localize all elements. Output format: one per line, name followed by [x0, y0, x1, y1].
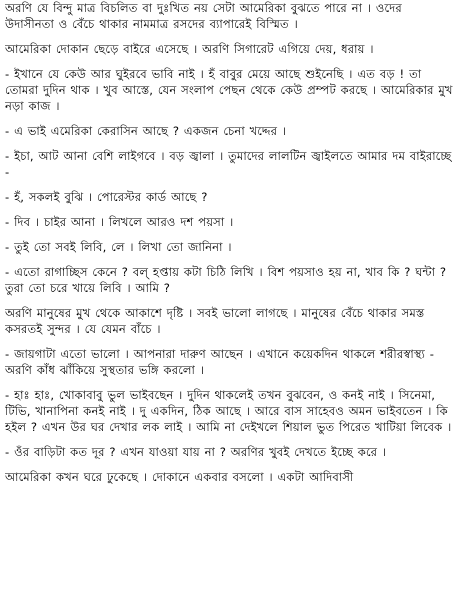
paragraph: - দিব । চাইর আনা । লিখলে আরও দশ পয়সা । [5, 215, 234, 229]
paragraph: আমেরিকা দোকান ছেড়ে বাইরে এসেছে । অরণি সিগারেট এগিয়ে দেয়, ধরায় । [5, 42, 374, 56]
document-page [5, 0, 453, 612]
paragraph: - তুই তো সবই লিবি, লে । লিখা তো জানিনা । [5, 240, 232, 254]
paragraph: অরণি মানুষের মুখ থেকে আকাশে দৃষ্টি । সবই ভালো লাগছে । মানুষের বেঁচে থাকার সমস্ত কসরতই সুন্দর । যে যেমন বাঁচে । [5, 306, 425, 336]
paragraph: - হঁ, সকলই বুঝি । পোরেস্টর কার্ড আছে ? [5, 190, 208, 204]
paragraph: - ইখানে যে কেউ আর ঘুইরবে ভাবি নাই । হঁ বাবুর মেয়ে আছে শুইনেছি । এত বড় ! তা তোমরা দুদিন থাক । খুব আস্তে, যেন সংলাপ পেছন থেকে কেউ প্রম্পট করছে । আমেরিকার মুখ নড়া কাজ । [5, 67, 453, 113]
paragraph: - এতো রাগাচ্ছিস কেনে ? বল্‌ হপ্তায় কটা চিঠি লিখি । বিশ পয়সাও হয় না, খাব কি ? ঘন্টা ? তুরা তো চরে খায়ে লিবি । আমি ? [5, 265, 447, 295]
paragraph: - জায়গাটা এতো ভালো । আপনারা দারুণ আছেন । এখানে কয়েকদিন থাকলে শরীরস্বাস্থ্য - অরণি কাঁধ ঝাঁকিয়ে সুস্থতার ভঙ্গি করলো । [5, 347, 435, 377]
paragraph: - হাঃ হাঃ, খোকাবাবু ভুল ভাইবছেন । দুদিন থাকলেই তখন বুঝবেন, ও কনই নাই । সিনেমা, টিভি, খানাপিনা কনই নাই । দু একদিন, ঠিক আছে । আরে বাস সাহেবও অমন ভাইবতেন । কি হইল ? এখন উর ঘর দেখার লক লাই । আমি না দেইখলে শিয়াল ভুত পিরেত খাটিয়া লিবেক । [5, 388, 452, 434]
paragraph: আমেরিকা কখন ঘরে ঢুকেছে । দোকানে একবার বসলো । একটা আদিবাসী [5, 470, 354, 484]
paragraph: অরণি যে বিন্দু মাত্র বিচলিত বা দুঃখিত নয় সেটা আমেরিকা বুঝতে পারে না । ওদের উদাসীনতা ও বেঁচে থাকার নামমাত্র রসদের ব্যাপারেই বিস্মিত । [5, 1, 402, 31]
paragraph: - ইচা, আট আনা বেশি লাইগবে । বড় জ্বালা । তুমাদের লালটিন জ্বাইলতে আমার দম বাইরাচ্ছে - [5, 149, 452, 179]
paragraph: - ওঁর বাড়িটা কত দূর ? এখন যাওয়া যায় না ? অরণির খুবই দেখতে ইচ্ছে করে । [5, 445, 387, 459]
paragraph: - এ ভাই এমেরিকা কেরাসিন আছে ? একজন চেনা খদ্দের । [5, 124, 287, 138]
